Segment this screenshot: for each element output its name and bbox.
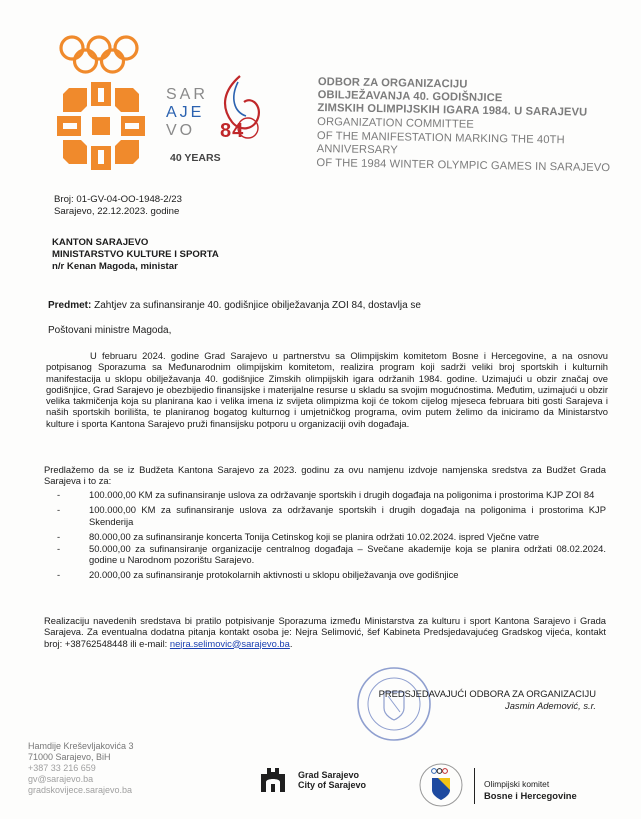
letter-date: Sarajevo, 22.12.2023. godine (54, 206, 180, 217)
funding-item: - 100.000,00 KM za sufinansiranje uslova za održavanje sportskih i drugih događaja na poligonima i prostorima KJP ZOI 84 (46, 489, 606, 500)
title-en-line3: OF THE 1984 WINTER OLYMPIC GAMES IN SARAJEVO (316, 156, 611, 175)
grad-sarajevo-label (298, 770, 366, 790)
logo-letters-line3: VO (166, 122, 196, 139)
committee-title (316, 76, 618, 175)
footer-street: Hamdije Kreševljakovića 3 (28, 741, 134, 751)
footer-email: gv@sarajevo.ba (28, 774, 94, 784)
funding-item: - 20.000,00 za sufinansiranje protokolarnih aktivnosti u sklopu obilježavanja ove godišnjice (46, 569, 606, 580)
paragraph-proposal: Predlažemo da se iz Budžeta Kantona Sarajevo za 2023. godinu za ovu namjenu izdvoje namjenska sredstva za Budžet Grada Sarajeva i to za: (44, 464, 606, 487)
reference-number: Broj: 01-GV-04-OO-1948-2/23 (54, 194, 182, 205)
title-bs-line2: OBILJEŽAVANJA 40. GODIŠNJICE (317, 88, 503, 105)
grad-sarajevo-crest-icon (258, 764, 288, 794)
subject-label: Predmet: (48, 300, 92, 311)
olympic-rings-logo (58, 34, 142, 78)
subject-text: Zahtjev za sufinansiranje 40. godišnjice obilježavanja ZOI 84, dostavlja se (91, 300, 421, 311)
footer-address (28, 741, 134, 796)
signature-title: PREDSJEDAVAJUĆI ODBORA ZA ORGANIZACIJU (378, 688, 596, 699)
ok-label-line1: Olimpijski komitet (484, 779, 550, 789)
realization-end: . (289, 637, 293, 649)
funding-list (46, 489, 606, 580)
salutation: Poštovani ministre Magoda, (48, 325, 172, 336)
subject-line (48, 300, 608, 311)
recipient-block (52, 237, 219, 273)
logo-letters-line2: AJE (166, 104, 205, 121)
title-bs-line3: ZIMSKIH OLIMPIJSKIH IGARA 1984. U SARAJEVU (317, 101, 588, 119)
title-en-line2: OF THE MANIFESTATION MARKING THE 40TH ANNIVERSARY (316, 129, 565, 157)
title-en-line1: ORGANIZATION COMMITTEE (317, 115, 475, 131)
signature-name: Jasmin Ademović, s.r. (505, 700, 596, 711)
footer-city: 71000 Sarajevo, BiH (28, 752, 111, 762)
logo-letters-line1: SAR (166, 86, 208, 103)
logo-divider (474, 768, 475, 804)
title-bs-line1: ODBOR ZA ORGANIZACIJU (317, 76, 468, 91)
funding-item: - 80.000,00 za sufinansiranje koncerta Tonija Cetinskog koji se planira održati 10.02.2024. ispred Vječne vatre (46, 531, 606, 542)
ok-label-line2: Bosne i Hercegovine (484, 790, 577, 801)
olympic-committee-bih-emblem (418, 762, 464, 808)
funding-item: - 50.000,00 za sufinansiranje organizacije centralnog događaja – Svečane akademije koja se planira održati 08.02.2024. godine u Narodnom pozorištu Sarajevo. (46, 543, 606, 566)
sarajevo-40-years-logo (166, 72, 284, 172)
grad-label-bs: Grad Sarajevo (298, 770, 360, 780)
grad-label-en: City of Sarajevo (298, 780, 367, 790)
zoi84-snowflake-emblem (55, 80, 147, 172)
recipient-line1: KANTON SARAJEVO (52, 237, 149, 248)
recipient-line3: n/r Kenan Magoda, ministar (52, 261, 178, 272)
reference-block (54, 194, 182, 218)
paragraph-intro: U februaru 2024. godine Grad Sarajevo u partnerstvu sa Olimpijskim komitetom Bosne i Hercegovine, a na osnovu potpisanog Sporazuma sa Međunarodnim olimpijskim komitetom, realizira program koji sadrži veliki broj sportskih i kulturnih manifestacija u sklopu obilježavanja 40. godišnjice Zimskih olimpijskih igara održanih 1984. godine. Uzimajući u obzir značaj ove godišnjice, Grad Sarajevo je obezbijedio finansijske i materijalne resurse u skladu sa svojim mogućnostima. Međutim, uzimajući u obzir velika takmičenja koja su planirana kao i velika imena iz svijeta olimpizma koji će tokom cijelog mjeseca februara biti gosti Sarajeva i naših sportskih borilišta, te planiranog bogatog kulturnog i umjetničkog programa, ovim putem želimo da iniciramo da Ministarstvo kulture i sporta Kantona Sarajevo pruži finansijsku potporu u organizaciji ovih događaja. (46, 350, 608, 429)
funding-item: - 100.000,00 KM za sufinansiranje uslova za održavanje sportskih i drugih događaja na poligonima i prostorima KJP Skenderija (46, 504, 606, 527)
paragraph-realization (44, 615, 606, 649)
logo-84: 84 (220, 120, 245, 142)
years-label: 40 YEARS (170, 152, 221, 164)
olympic-committee-label (484, 779, 577, 801)
footer-phone: +387 33 216 659 (28, 763, 96, 773)
realization-text: Realizaciju navedenih sredstava bi pratilo potpisivanje Sporazuma između Ministarstva za kulturu i sport Kantona Sarajevo i Grada Sarajeva. Za eventualna dodatna pitanja kontakt osoba je: Nejra Selimović, šef Kabineta Predsjedavajućeg Gradskog vijeća, kontakt broj: +38762548448 ili e-mail: (44, 615, 606, 649)
signature-block (300, 688, 596, 712)
contact-email-link[interactable]: nejra.selimovic@sarajevo.ba (169, 637, 290, 649)
recipient-line2: MINISTARSTVO KULTURE I SPORTA (52, 249, 219, 260)
footer-website: gradskovijece.sarajevo.ba (28, 785, 133, 795)
